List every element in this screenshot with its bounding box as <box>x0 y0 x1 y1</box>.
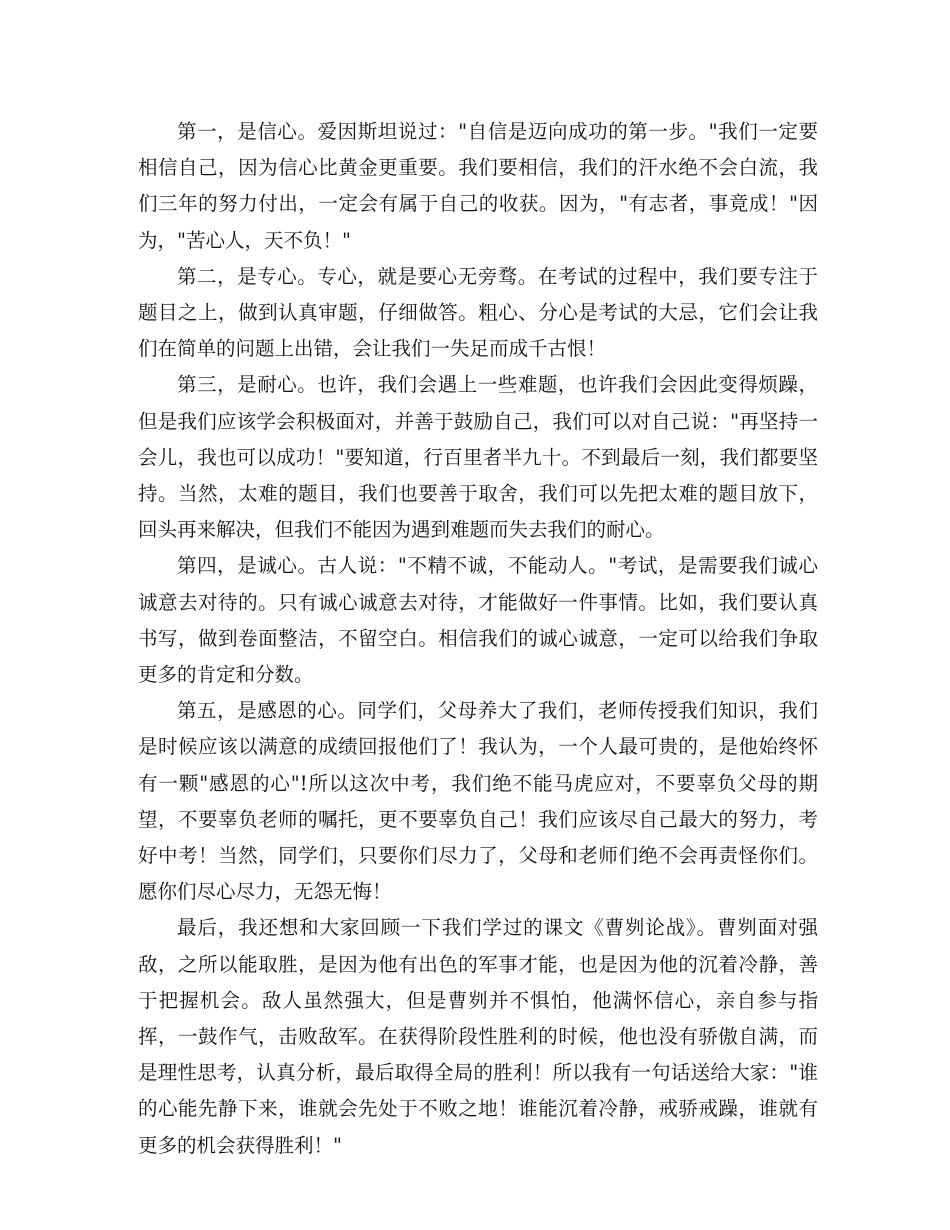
paragraph-sincerity: 第四，是诚心。古人说："不精不诚，不能动人。"考试，是需要我们诚心诚意去对待的。只有诚心诚意去对待，才能做好一件事情。比如，我们要认真书写，做到卷面整洁，不留空白。相信我们的诚心诚意，一定可以给我们争取更多的肯定和分数。 <box>138 554 818 687</box>
document-body <box>138 114 818 1164</box>
paragraph-focus: 第二，是专心。专心，就是要心无旁骛。在考试的过程中，我们要专注于题目之上，做到认真审题，仔细做答。粗心、分心是考试的大忌，它们会让我们在简单的问题上出错，会让我们一失足而成千古恨！ <box>138 264 818 361</box>
paragraph-gratitude: 第五，是感恩的心。同学们，父母养大了我们，老师传授我们知识，我们是时候应该以满意的成绩回报他们了！我认为，一个人最可贵的，是他始终怀有一颗"感恩的心"!所以这次中考，我们绝不能马虎应对，不要辜负父母的期望，不要辜负老师的嘱托，更不要辜负自己！我们应该尽自己最大的努力，考好中考！当然，同学们，只要你们尽力了，父母和老师们绝不会再责怪你们。愿你们尽心尽力，无怨无悔！ <box>138 699 818 904</box>
paragraph-patience: 第三，是耐心。也许，我们会遇上一些难题，也许我们会因此变得烦躁，但是我们应该学会积极面对，并善于鼓励自己，我们可以对自己说："再坚持一会儿，我也可以成功！"要知道，行百里者半九十。不到最后一刻，我们都要坚持。当然，太难的题目，我们也要善于取舍，我们可以先把太难的题目放下，回头再来解决，但我们不能因为遇到难题而失去我们的耐心。 <box>138 373 818 542</box>
paragraph-conclusion: 最后，我还想和大家回顾一下我们学过的课文《曹刿论战》。曹刿面对强敌，之所以能取胜，是因为他有出色的军事才能，也是因为他的沉着冷静，善于把握机会。敌人虽然强大，但是曹刿并不惧怕，他满怀信心，亲自参与指挥，一鼓作气，击败敌军。在获得阶段性胜利的时候，他也没有骄傲自满，而是理性思考，认真分析，最后取得全局的胜利！所以我有一句话送给大家："谁的心能先静下来，谁就会先处于不败之地！谁能沉着冷静，戒骄戒躁，谁就有更多的机会获得胜利！" <box>138 916 818 1157</box>
paragraph-confidence: 第一，是信心。爱因斯坦说过："自信是迈向成功的第一步。"我们一定要相信自己，因为信心比黄金更重要。我们要相信，我们的汗水绝不会白流，我们三年的努力付出，一定会有属于自己的收获。因为，"有志者，事竟成！"因为，"苦心人，天不负！" <box>138 120 818 252</box>
